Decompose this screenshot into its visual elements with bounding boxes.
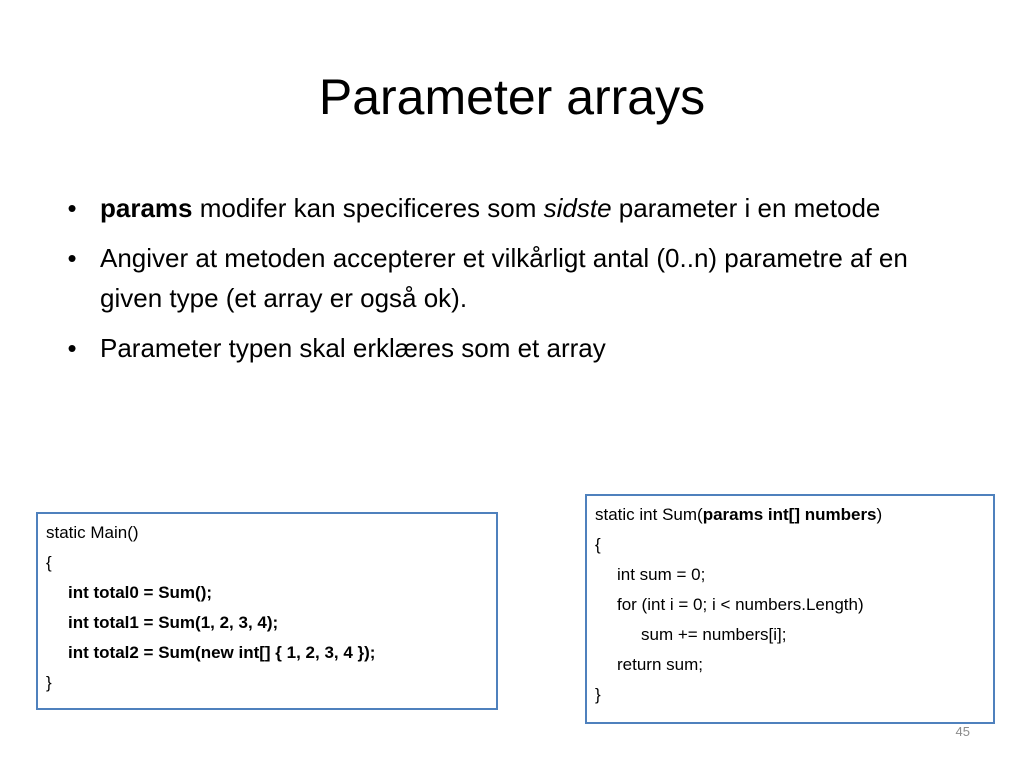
slide-title: Parameter arrays [318,69,706,125]
code-text: ) [876,505,883,524]
bullet-text: Parameter typen skal erklæres som et array [100,333,606,363]
code-line: } [595,685,601,704]
code-line: int total1 = Sum(1, 2, 3, 4); [68,613,279,632]
sum-code-box [585,494,995,724]
code-line: sum += numbers[i]; [641,625,787,644]
code-line: int total0 = Sum(); [68,583,213,602]
main-code-box [36,512,498,710]
bullet-text: modifer kan specificeres som [192,193,544,223]
bullet-item [62,328,962,368]
bullet-text: parameter i en metode [611,193,881,223]
bullet-list [62,188,962,378]
code-line: { [595,535,601,554]
code-line: return sum; [617,655,703,674]
code-line: int total2 = Sum(new int[] { 1, 2, 3, 4 }); [68,643,376,662]
bullet-item [62,188,962,228]
bullet-icon: • [67,193,77,223]
code-line: { [46,553,52,572]
code-line: } [46,673,52,692]
bullet-keyword: params [100,193,193,223]
bullet-icon: • [67,333,77,363]
code-line: int sum = 0; [617,565,706,584]
page-number: 45 [955,724,970,739]
bullet-emphasis: sidste [543,193,612,223]
code-line: static Main() [46,523,139,542]
code-text: static int Sum( [595,505,703,524]
code-keyword: params int[] numbers [702,505,877,524]
bullet-item [62,238,962,318]
code-line: for (int i = 0; i < numbers.Length) [617,595,864,614]
code-line [595,500,985,530]
bullet-icon: • [67,243,77,273]
bullet-text: Angiver at metoden accepterer et vilkårligt antal (0..n) parametre af en given type (et array er også ok). [100,243,908,313]
